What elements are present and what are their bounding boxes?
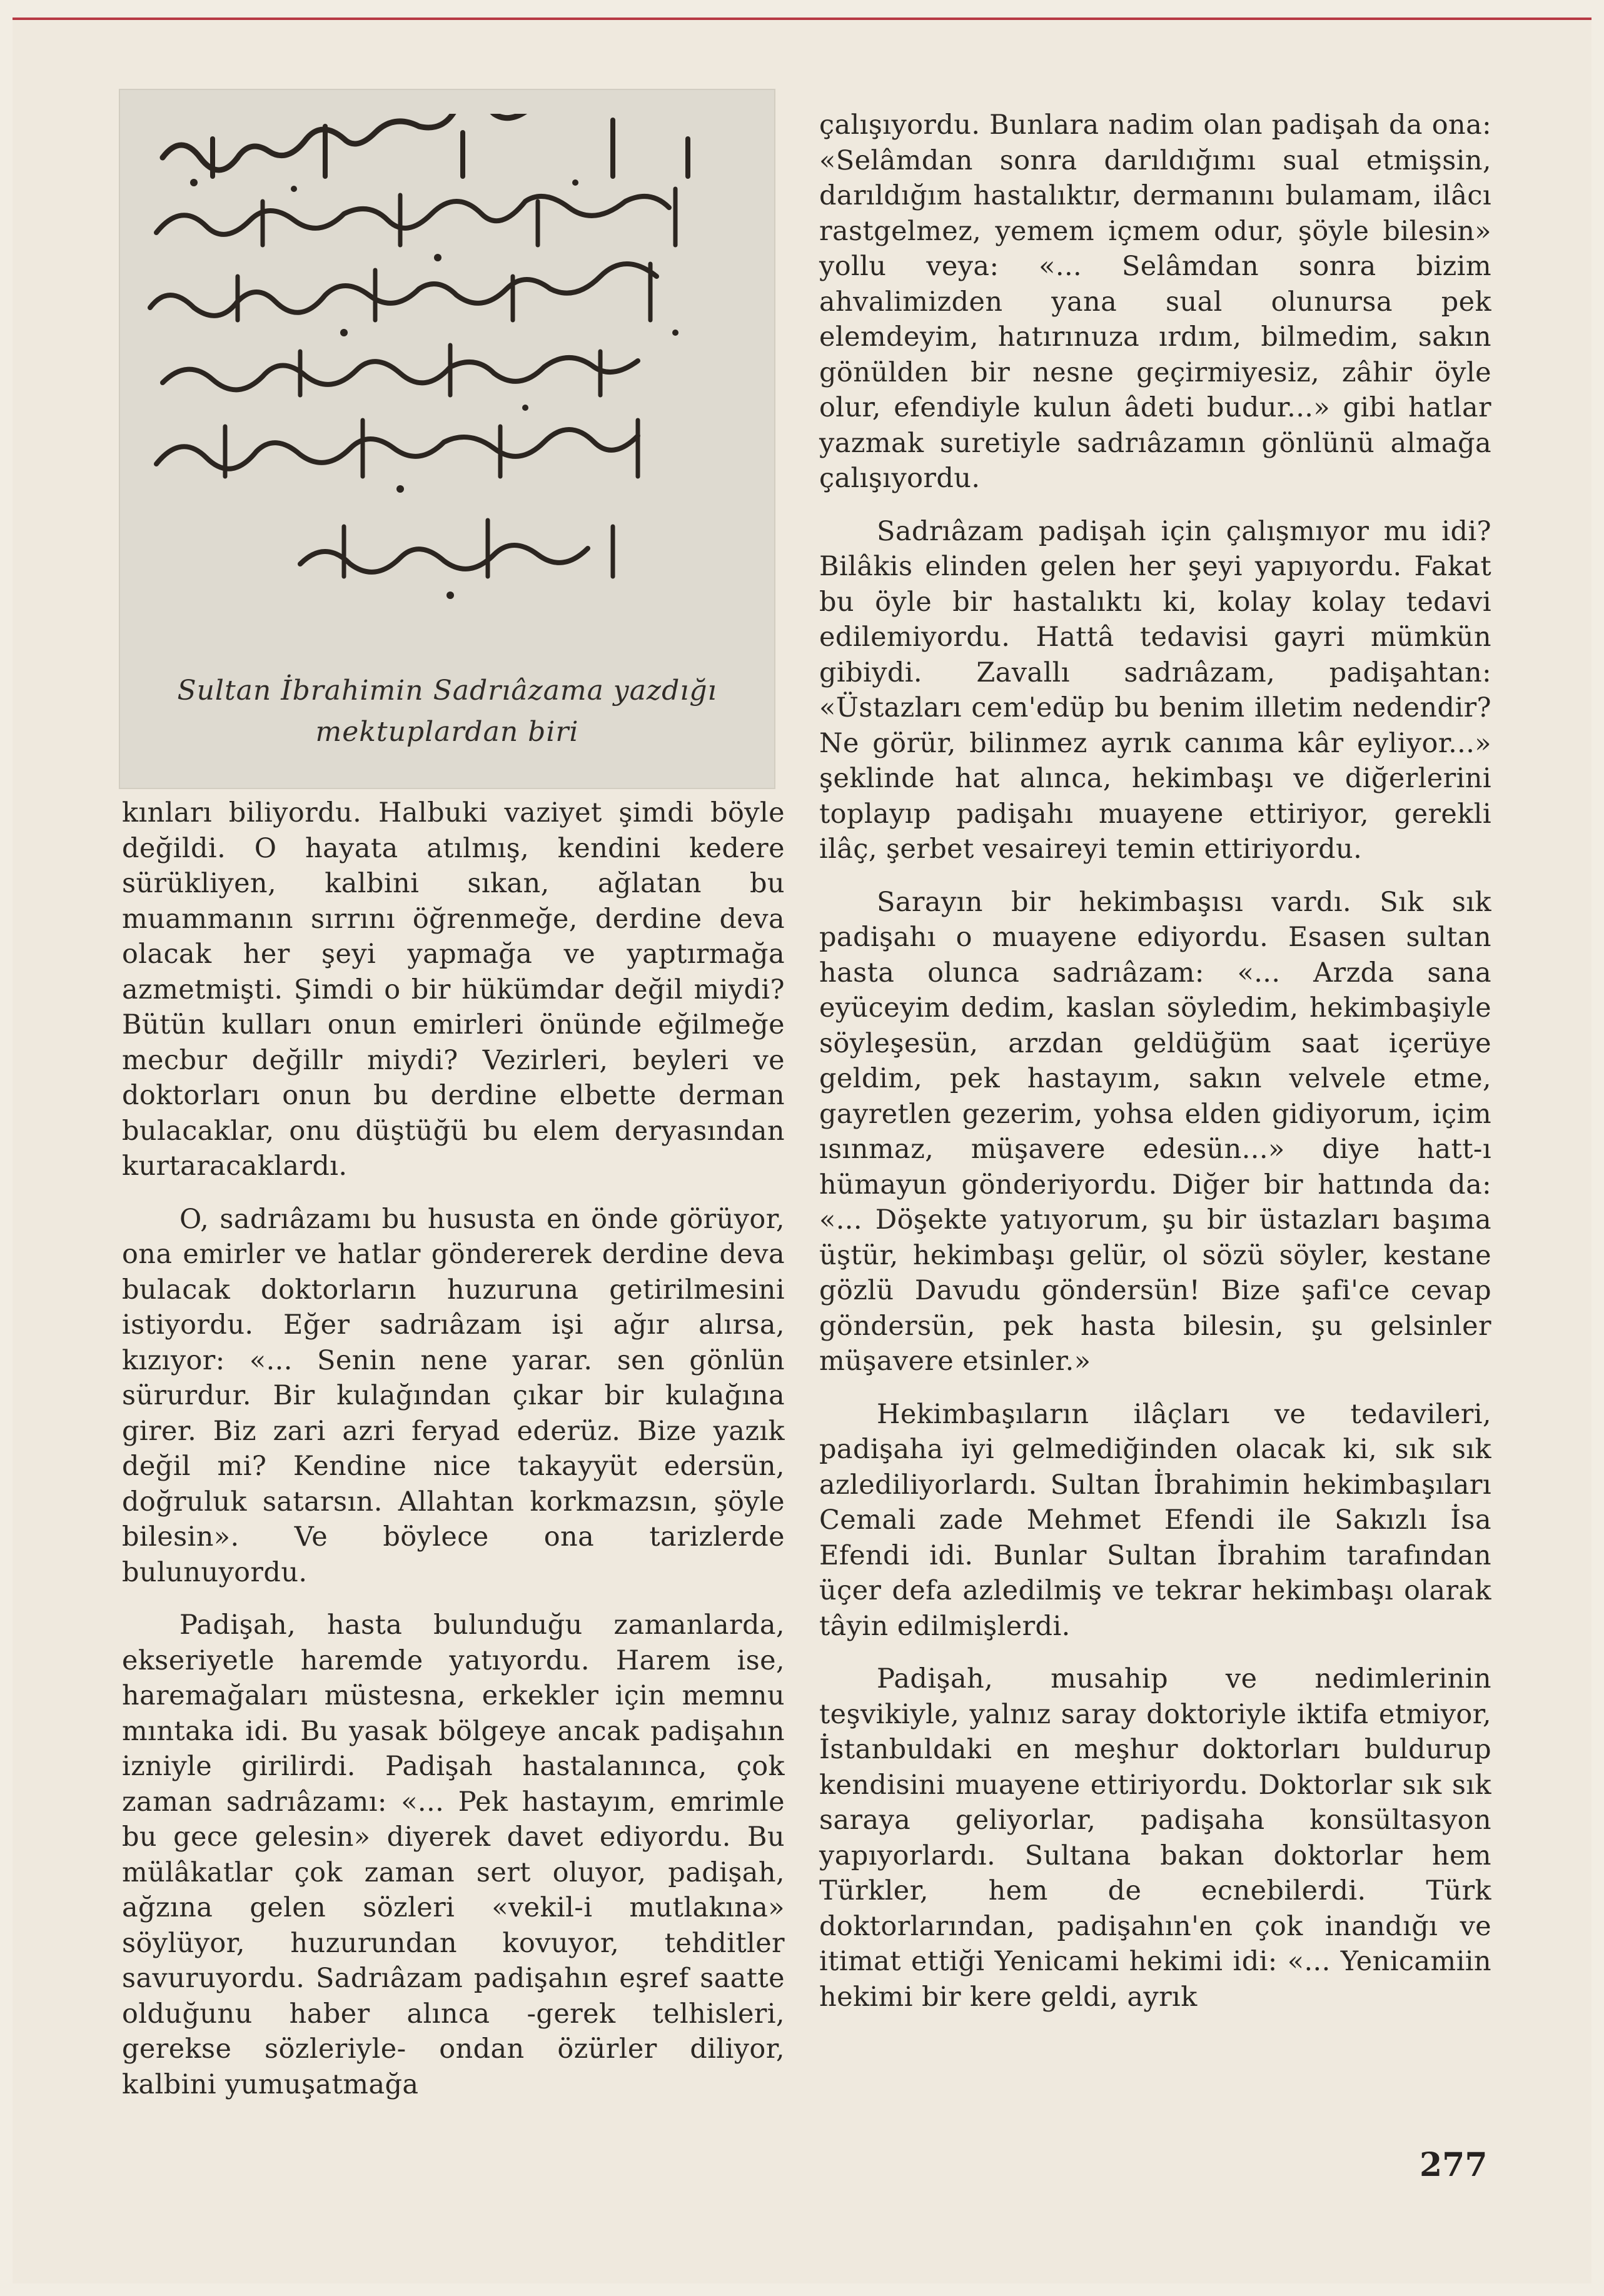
caption-line-2: mektuplardan biri xyxy=(315,716,579,748)
figure-caption xyxy=(119,670,775,753)
paragraph: Padişah, musahip ve nedimlerinin teşvikiyle, yalnız saray doktoriyle iktifa etmiyor, İstanbuldaki en meşhur doktorları buldurup kendisini muayene ettiriyordu. Doktorlar sık sık saraya geliyorlar, padişaha konsültasyon yapıyorlardı. Sultana bakan doktorlar hem Türkler, hem de ecnebilerdi. Türk doktorlarından, padişahın'en çok inandığı ve itimat ettiği Yenicami hekimi idi: «... Yenicamiin hekimi bir kere geldi, ayrık xyxy=(819,1663,1491,2013)
paragraph: Padişah, hasta bulunduğu zamanlarda, ekseriyetle haremde yatıyordu. Harem ise, haremağaları müstesna, erkekler için memnu mıntaka idi. Bu yasak bölgeye ancak padişahın izniyle girilirdi. Padişah hastalanınca, çok zaman sadrıâzamı: «... Pek hastayım, emrimle bu gece gelesin» diyerek davet ediyordu. Bu mülâkatlar çok zaman sert oluyor, padişah, ağzına gelen sözleri «vekil-i mutlakına» söylüyor, huzurundan kovuyor, tehditler savuruyordu. Sadrıâzam padişahın eşref saatte olduğunu haber alınca -gerek telhisleri, gerekse sözleriyle- ondan özürler diliyor, kalbini yumuşatmağa xyxy=(122,1609,785,2100)
ottoman-letter-image xyxy=(138,114,757,652)
page-number: 277 xyxy=(1420,2146,1488,2184)
paragraph: çalışıyordu. Bunlara nadim olan padişah da ona: «Selâmdan sonra darıldığımı sual etmişsin, darıldığım hastalıktır, dermanını bulamam, ilâcı rastgelmez, yemem içmem odur, şöyle bilesin» yollu veya: «... Selâmdan sonra bizim ahvalimizden yana sual olunursa pek elemdeyim, hatırınuza ırdım, bilmedim, sakın gönülden bir nesne geçirmiyesiz, zâhir öyle olur, efendiyle kulun âdeti budur...» gibi hatlar yazmak suretiyle sadrıâzamın gönlünü almağa çalışıyordu. xyxy=(819,109,1491,494)
paragraph: O, sadrıâzamı bu hususta en önde görüyor, ona emirler ve hatlar göndererek derdine deva bulacak doktorların huzuruna getirilmesini istiyordu. Eğer sadrıâzam işi ağır alırsa, kızıyor: «... Senin nene yarar. sen gönlün sürurdur. Bir kulağından çıkar bir kulağına girer. Biz zari azri feryad ederüz. Bize yazık değil mi? Kendine nice takayyüt edersün, doğruluk satarsın. Allahtan korkmazsın, şöyle bilesin». Ve böylece ona tarizlerde bulunuyordu. xyxy=(122,1203,785,1588)
magazine-page xyxy=(13,18,1591,2283)
paragraph: kınları biliyordu. Halbuki vaziyet şimdi böyle değildi. O hayata atılmış, kendini kedere sürükliyen, kalbini sıkan, ağlatan bu muammanın sırrını öğrenmeğe, derdine deva olacak her şeyi yapmağa ve yaptırmağa azmetmişti. Şimdi o bir hükümdar değil miydi? Bütün kulları onun emirleri önünde eğilmeğe mecbur değillr miydi? Vezirleri, beyleri ve doktorları onun bu derdine elbette derman bulacaklar, onu düştüğü bu elem deryasından kurtaracaklardı. xyxy=(122,797,785,1182)
left-column xyxy=(122,795,785,2120)
paragraph: Sadrıâzam padişah için çalışmıyor mu idi? Bilâkis elinden gelen her şeyi yapıyordu. Fakat bu öyle bir hastalıktı ki, kolay kolay tedavi edilemiyordu. Hattâ tedavisi gayri mümkün gibiydi. Zavallı sadrıâzam, padişahtan: «Üstazları cem'edüp bu benim illetim nedendir? Ne görür, bilinmez ayrık canıma kâr eyliyor...» şeklinde hat alınca, hekimbaşı ve diğerlerini toplayıp padişahı muayene ettiriyor, gerekli ilâç, şerbet vesaireyi temin ettiriyordu. xyxy=(819,515,1491,865)
right-column xyxy=(819,108,1491,2032)
caption-line-1: Sultan İbrahimin Sadrıâzama yazdığı xyxy=(177,675,717,707)
manuscript-figure xyxy=(119,89,775,789)
paragraph: Sarayın bir hekimbaşısı vardı. Sık sık padişahı o muayene ediyordu. Esasen sultan hasta olunca sadrıâzam: «... Arzda sana eyüceyim dedim, kaslan söyledim, hekimbaşiyle söyleşesün, arzdan geldüğüm saat içerüye geldim, pek hastayım, sakın velvele etme, gayretlen gezerim, yohsa elden gidiyorum, içim ısınmaz, müşavere edesün...» diye hatt-ı hümayun gönderiyordu. Diğer bir hattında da: «... Döşekte yatıyorum, şu bir üstazları başıma üştür, hekimbaşı gelür, ol sözü söyler, kestane gözlü Davudu göndersün! Bize şafi'ce cevap göndersün, pek hasta bilesin, şu gelsinler müşavere etsinler.» xyxy=(819,886,1491,1377)
paragraph: Hekimbaşıların ilâçları ve tedavileri, padişaha iyi gelmediğinden olacak ki, sık sık azlediliyorlardı. Sultan İbrahimin hekimbaşıları Cemali zade Mehmet Efendi ile Sakızlı İsa Efendi idi. Bunlar Sultan İbrahim tarafından üçer defa azledilmiş ve tekrar hekimbaşı olarak tâyin edilmişlerdi. xyxy=(819,1398,1491,1642)
